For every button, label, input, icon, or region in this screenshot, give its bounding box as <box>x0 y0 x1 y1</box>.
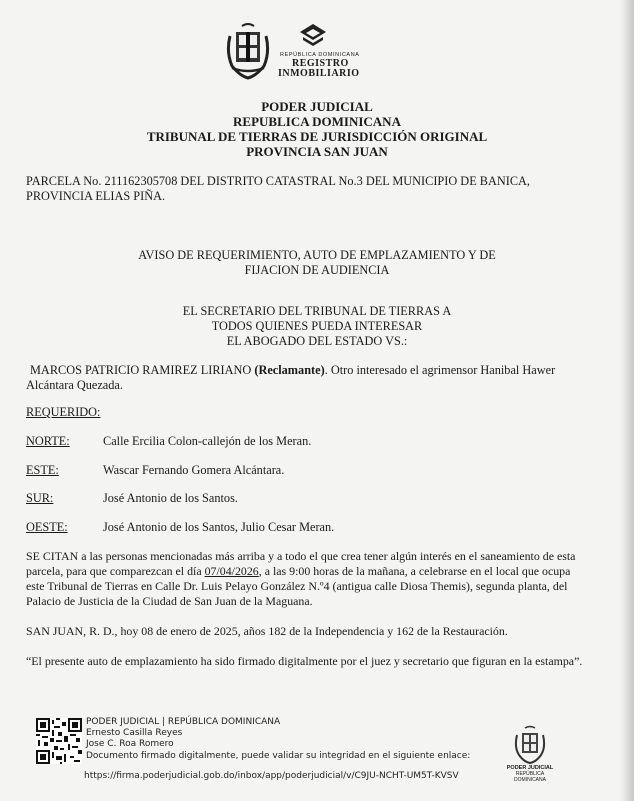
oeste-label: OESTE: <box>26 520 68 534</box>
poder-judicial-seal-caption <box>501 765 559 783</box>
ri-name-line2: INMOBILIARIO <box>278 68 360 79</box>
reclamante-line-1 <box>30 363 555 378</box>
header-line-1: PODER JUDICIAL <box>261 99 373 114</box>
footer-line-1: PODER JUDICIAL | REPÚBLICA DOMINICANA <box>86 717 281 727</box>
requerido-label: REQUERIDO: <box>26 405 101 419</box>
ri-name <box>278 59 398 79</box>
header-logos <box>222 22 382 84</box>
este-label: ESTE: <box>26 463 59 477</box>
audiencia-date: 07/04/2026 <box>204 564 259 578</box>
qr-code-icon <box>36 718 82 764</box>
este-value: Wascar Fernando Gomera Alcántara. <box>103 463 285 477</box>
reclamante-name: MARCOS PATRICIO RAMIREZ LIRIANO <box>30 363 252 377</box>
secretario-line-3: EL ABOGADO DEL ESTADO VS.: <box>226 334 408 348</box>
seal-caption-line-1: PODER JUDICIAL <box>506 765 554 771</box>
citan-line-3: este Tribunal de Tierras en Calle Dr. Luis Pelayo González N.º4 (antigua calle Diosa Themis), segunda planta, del <box>26 579 568 593</box>
citan-line-4: Palacio de Justicia de la Ciudad de San Juan de la Maguana. <box>26 594 313 608</box>
footer-signer-2: Jose C. Roa Romero <box>86 739 174 750</box>
header-line-2: REPUBLICA DOMINICANA <box>233 114 401 129</box>
parcela-line-1: PARCELA No. 211162305708 DEL DISTRITO CATASTRAL No.3 DEL MUNICIPIO DE BANICA, <box>26 174 530 188</box>
reclamante-role: (Reclamante) <box>254 363 325 377</box>
ri-country-label: REPÚBLICA DOMINICANA <box>280 52 360 58</box>
seal-caption-line-2: REPÚBLICA DOMINICANA <box>514 771 546 783</box>
sur-value: José Antonio de los Santos. <box>103 491 238 505</box>
footer-validation-note: Documento firmado digitalmente, puede validar su integridad en el siguiente enlace: <box>86 750 471 761</box>
aviso-line-1: AVISO DE REQUERIMIENTO, AUTO DE EMPLAZAMIENTO Y DE <box>138 248 496 262</box>
coat-of-arms-icon <box>222 22 274 80</box>
footer-signer-1: Ernesto Casilla Reyes <box>86 728 183 739</box>
fecha-line: SAN JUAN, R. D., hoy 08 de enero de 2025, años 182 de la Independencia y 162 de la Restauración. <box>26 624 508 638</box>
citan-line-2 <box>26 564 611 579</box>
header-line-3: TRIBUNAL DE TIERRAS DE JURISDICCIÓN ORIGINAL <box>146 129 488 144</box>
footer-validation-link[interactable]: https://firma.poderjudicial.gob.do/inbox/app/poderjudicial/v/C9JU-NCHT-UM5T-KVSV <box>84 771 459 781</box>
citan-line-1: SE CITAN a las personas mencionadas más arriba y a todo el que crea tener algún interés en el saneamiento de esta <box>26 549 576 563</box>
reclamante-rest: . Otro interesado el agrimensor Hanibal Hawer <box>324 363 556 377</box>
registro-inmobiliario-logo-icon <box>300 24 326 48</box>
sur-label: SUR: <box>26 491 54 505</box>
firma-note: “El presente auto de emplazamiento ha sido firmado digitalmente por el juez y secretario que figuran en la estampa”. <box>26 654 583 668</box>
norte-label: NORTE: <box>26 434 70 448</box>
ri-name-line1: REGISTRO <box>292 58 349 69</box>
secretario-line-2: TODOS QUIENES PUEDA INTERESAR <box>211 319 423 333</box>
citan-line-2-end: , a las 9:00 horas de la mañana, a celebrarse en el local que ocupa <box>258 564 571 578</box>
page-edge-shadow <box>620 0 634 801</box>
norte-value: Calle Ercilia Colon-callejón de los Meran. <box>103 434 312 448</box>
parcela-line-2: PROVINCIA ELIAS PIÑA. <box>26 189 166 203</box>
footer-signature-block <box>86 717 470 762</box>
poder-judicial-seal-icon <box>512 725 548 765</box>
secretario-line-1: EL SECRETARIO DEL TRIBUNAL DE TIERRAS A <box>182 304 452 318</box>
reclamante-line-2: Alcántara Quezada. <box>26 378 123 392</box>
aviso-line-2: FIJACION DE AUDIENCIA <box>244 263 390 277</box>
header-line-4: PROVINCIA SAN JUAN <box>246 144 388 159</box>
oeste-value: José Antonio de los Santos, Julio Cesar Meran. <box>103 520 335 534</box>
citan-line-2-start: parcela, para que comparezcan el día <box>26 564 205 578</box>
